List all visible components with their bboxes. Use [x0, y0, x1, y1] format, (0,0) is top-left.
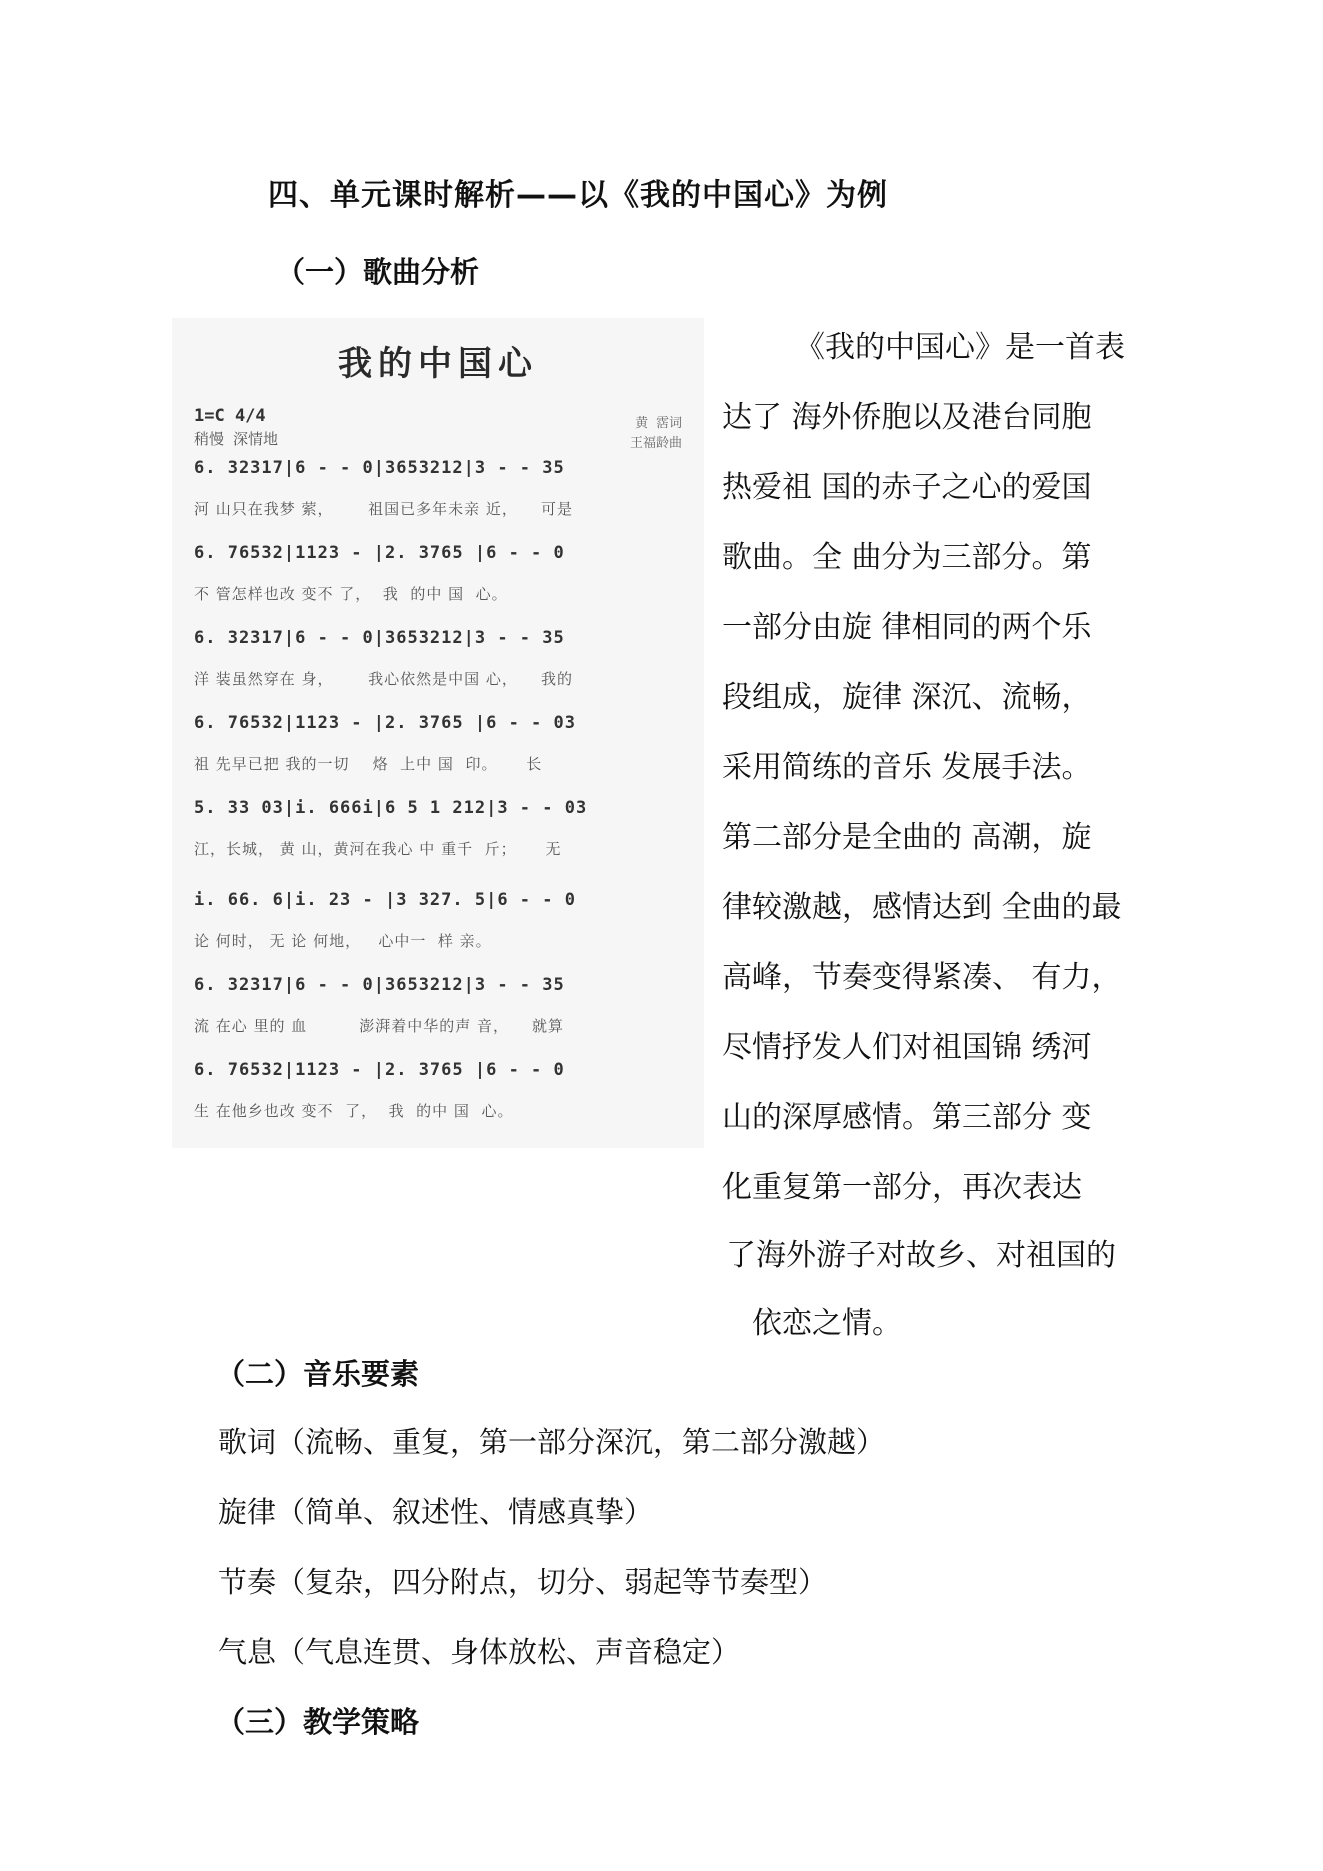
- element-lyrics: 歌词（流畅、重复，第一部分深沉，第二部分激越）: [218, 1425, 886, 1459]
- analysis-line: 段组成，旋律 深沉、流畅，: [722, 680, 1092, 715]
- score-lyric-row: 不 管怎样也改 变不 了， 我 的中 国 心。: [194, 585, 508, 603]
- sheet-music-image: [172, 318, 704, 1148]
- analysis-line: 山的深厚感情。第三部分 变: [722, 1100, 1092, 1135]
- score-notation-row: i. 66. 6|i. 23 - |3 327. 5|6 - - 0: [194, 890, 576, 910]
- analysis-line: 第二部分是全曲的 高潮，旋: [722, 820, 1092, 855]
- analysis-line: 《我的中国心》是一首表: [795, 330, 1125, 365]
- score-lyric-row: 论 何时， 无 论 何地， 心中一 样 亲。: [194, 932, 492, 950]
- score-key: 1=C 4/4: [194, 406, 266, 426]
- score-lyric-row: 江，长城， 黄 山，黄河在我心 中 重千 斤； 无: [194, 840, 562, 858]
- section-title-song-analysis: （一）歌曲分析: [276, 255, 480, 289]
- section-title-teaching-strategy: （三）教学策略: [216, 1705, 420, 1739]
- analysis-line: 热爱祖 国的赤子之心的爱国: [722, 470, 1092, 505]
- score-tempo: 稍慢 深情地: [194, 430, 279, 448]
- element-rhythm: 节奏（复杂，四分附点，切分、弱起等节奏型）: [218, 1565, 828, 1599]
- analysis-line: 律较激越，感情达到 全曲的最: [722, 890, 1122, 925]
- score-notation-row: 6. 32317|6 - - 0|3653212|3 - - 35: [194, 628, 565, 648]
- section-title-music-elements: （二）音乐要素: [216, 1357, 420, 1391]
- score-lyric-row: 流 在心 里的 血 澎湃着中华的声 音， 就算: [194, 1017, 565, 1035]
- analysis-line: 尽情抒发人们对祖国锦 绣河: [722, 1030, 1092, 1065]
- analysis-line: 高峰，节奏变得紧凑、 有力，: [722, 960, 1122, 995]
- page-heading: 四、单元课时解析——以《我的中国心》为例: [268, 178, 888, 213]
- score-lyric-row: 河 山只在我梦 萦， 祖国已多年未亲 近， 可是: [194, 500, 573, 518]
- score-lyric-row: 生 在他乡也改 变不 了， 我 的中 国 心。: [194, 1102, 514, 1120]
- score-notation-row: 6. 32317|6 - - 0|3653212|3 - - 35: [194, 458, 565, 478]
- score-lyricist: 黄 霑词: [635, 416, 682, 431]
- element-melody: 旋律（简单、叙述性、情感真挚）: [218, 1495, 654, 1529]
- analysis-line: 了海外游子对故乡、对祖国的: [726, 1238, 1116, 1273]
- analysis-line: 一部分由旋 律相同的两个乐: [722, 610, 1092, 645]
- analysis-line: 采用简练的音乐 发展手法。: [722, 750, 1092, 785]
- analysis-line: 化重复第一部分，再次表达: [722, 1170, 1082, 1205]
- analysis-line: 歌曲。全 曲分为三部分。第: [722, 540, 1092, 575]
- score-notation-row: 5. 33 03|i. 666i|6 5 1 212|3 - - 03: [194, 798, 588, 818]
- score-notation-row: 6. 32317|6 - - 0|3653212|3 - - 35: [194, 975, 565, 995]
- score-title: 我的中国心: [338, 344, 538, 384]
- analysis-line: 依恋之情。: [752, 1306, 902, 1341]
- score-composer: 王福龄曲: [629, 436, 682, 451]
- analysis-line: 达了 海外侨胞以及港台同胞: [722, 400, 1092, 435]
- element-breath: 气息（气息连贯、身体放松、声音稳定）: [218, 1635, 741, 1669]
- score-lyric-row: 洋 装虽然穿在 身， 我心依然是中国 心， 我的: [194, 670, 573, 688]
- score-notation-row: 6. 76532|1123 - |2. 3765 |6 - - 0: [194, 543, 565, 563]
- score-notation-row: 6. 76532|1123 - |2. 3765 |6 - - 03: [194, 713, 576, 733]
- score-lyric-row: 祖 先早已把 我的一切 烙 上中 国 印。 长: [194, 755, 543, 773]
- score-notation-row: 6. 76532|1123 - |2. 3765 |6 - - 0: [194, 1060, 565, 1080]
